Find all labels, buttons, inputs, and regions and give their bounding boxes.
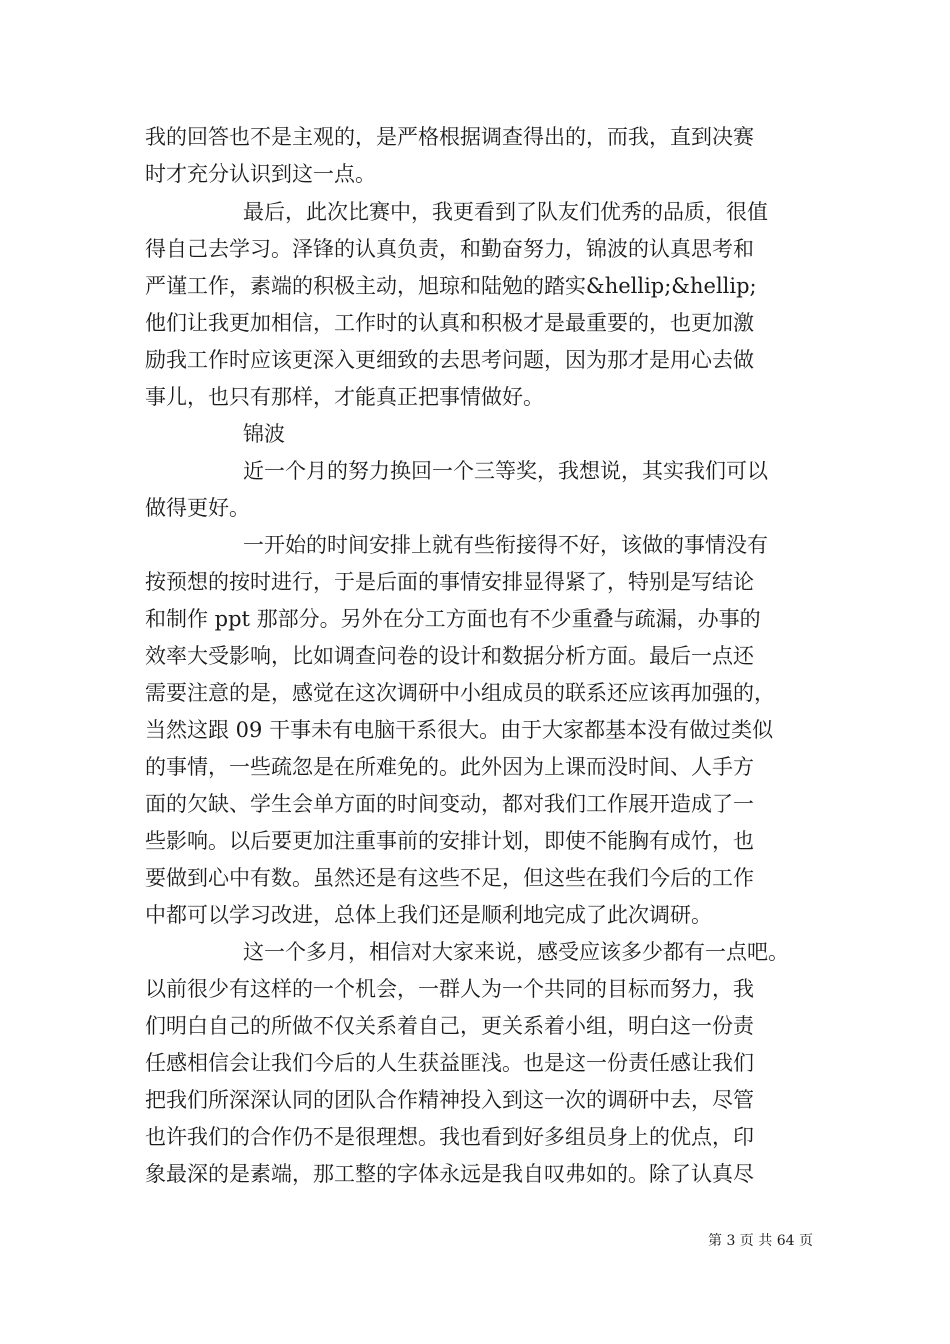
text-line: 近一个月的努力换回一个三等奖，我想说，其实我们可以 (243, 459, 768, 483)
text-line: 中都可以学习改进，总体上我们还是顺利地完成了此次调研。 (145, 903, 712, 927)
author-heading: 锦波 (243, 422, 285, 446)
text-line: 最后，此次比赛中，我更看到了队友们优秀的品质，很值 (243, 200, 768, 224)
text-line: 要做到心中有数。虽然还是有这些不足，但这些在我们今后的工作 (145, 866, 754, 890)
text-line: 严谨工作，素端的积极主动，旭琼和陆勉的踏实&hellip;&hellip; (145, 274, 757, 298)
text-line: 时才充分认识到这一点。 (145, 162, 376, 186)
text-line: 事儿，也只有那样，才能真正把事情做好。 (145, 385, 544, 409)
text-line: 任感相信会让我们今后的人生获益匪浅。也是这一份责任感让我们 (145, 1051, 754, 1075)
text-line: 当然这跟 09 干事未有电脑干系很大。由于大家都基本没有做过类似 (145, 718, 774, 742)
text-line: 面的欠缺、学生会单方面的时间变动，都对我们工作展开造成了一 (145, 792, 754, 816)
text-line: 也许我们的合作仍不是很理想。我也看到好多组员身上的优点，印 (145, 1125, 754, 1149)
text-line: 把我们所深深认同的团队合作精神投入到这一次的调研中去，尽管 (145, 1088, 754, 1112)
text-line: 象最深的是素端，那工整的字体永远是我自叹弗如的。除了认真尽 (145, 1162, 754, 1186)
text-line: 做得更好。 (145, 496, 250, 520)
text-line: 励我工作时应该更深入更细致的去思考问题，因为那才是用心去做 (145, 348, 754, 372)
text-line: 按预想的按时进行，于是后面的事情安排显得紧了，特别是写结论 (145, 570, 754, 594)
page-number: 第 3 页 共 64 页 (708, 1233, 813, 1249)
text-line: 些影响。以后要更加注重事前的安排计划，即使不能胸有成竹，也 (145, 829, 754, 853)
text-line: 我的回答也不是主观的，是严格根据调查得出的，而我，直到决赛 (145, 125, 754, 149)
text-line: 他们让我更加相信，工作时的认真和积极才是最重要的，也更加激 (145, 311, 754, 335)
text-line: 以前很少有这样的一个机会，一群人为一个共同的目标而努力，我 (145, 977, 754, 1001)
text-line: 效率大受影响，比如调查问卷的设计和数据分析方面。最后一点还 (145, 644, 754, 668)
text-line: 一开始的时间安排上就有些衔接得不好，该做的事情没有 (243, 533, 768, 557)
text-line: 需要注意的是，感觉在这次调研中小组成员的联系还应该再加强的， (145, 681, 775, 705)
text-line: 得自己去学习。泽锋的认真负责，和勤奋努力，锦波的认真思考和 (145, 237, 754, 261)
text-line: 们明白自己的所做不仅关系着自己，更关系着小组，明白这一份责 (145, 1014, 754, 1038)
text-line: 和制作 ppt 那部分。另外在分工方面也有不少重叠与疏漏，办事的 (145, 607, 761, 631)
text-line: 这一个多月，相信对大家来说，感受应该多少都有一点吧。 (243, 940, 789, 964)
text-line: 的事情，一些疏忽是在所难免的。此外因为上课而没时间、人手方 (145, 755, 754, 779)
